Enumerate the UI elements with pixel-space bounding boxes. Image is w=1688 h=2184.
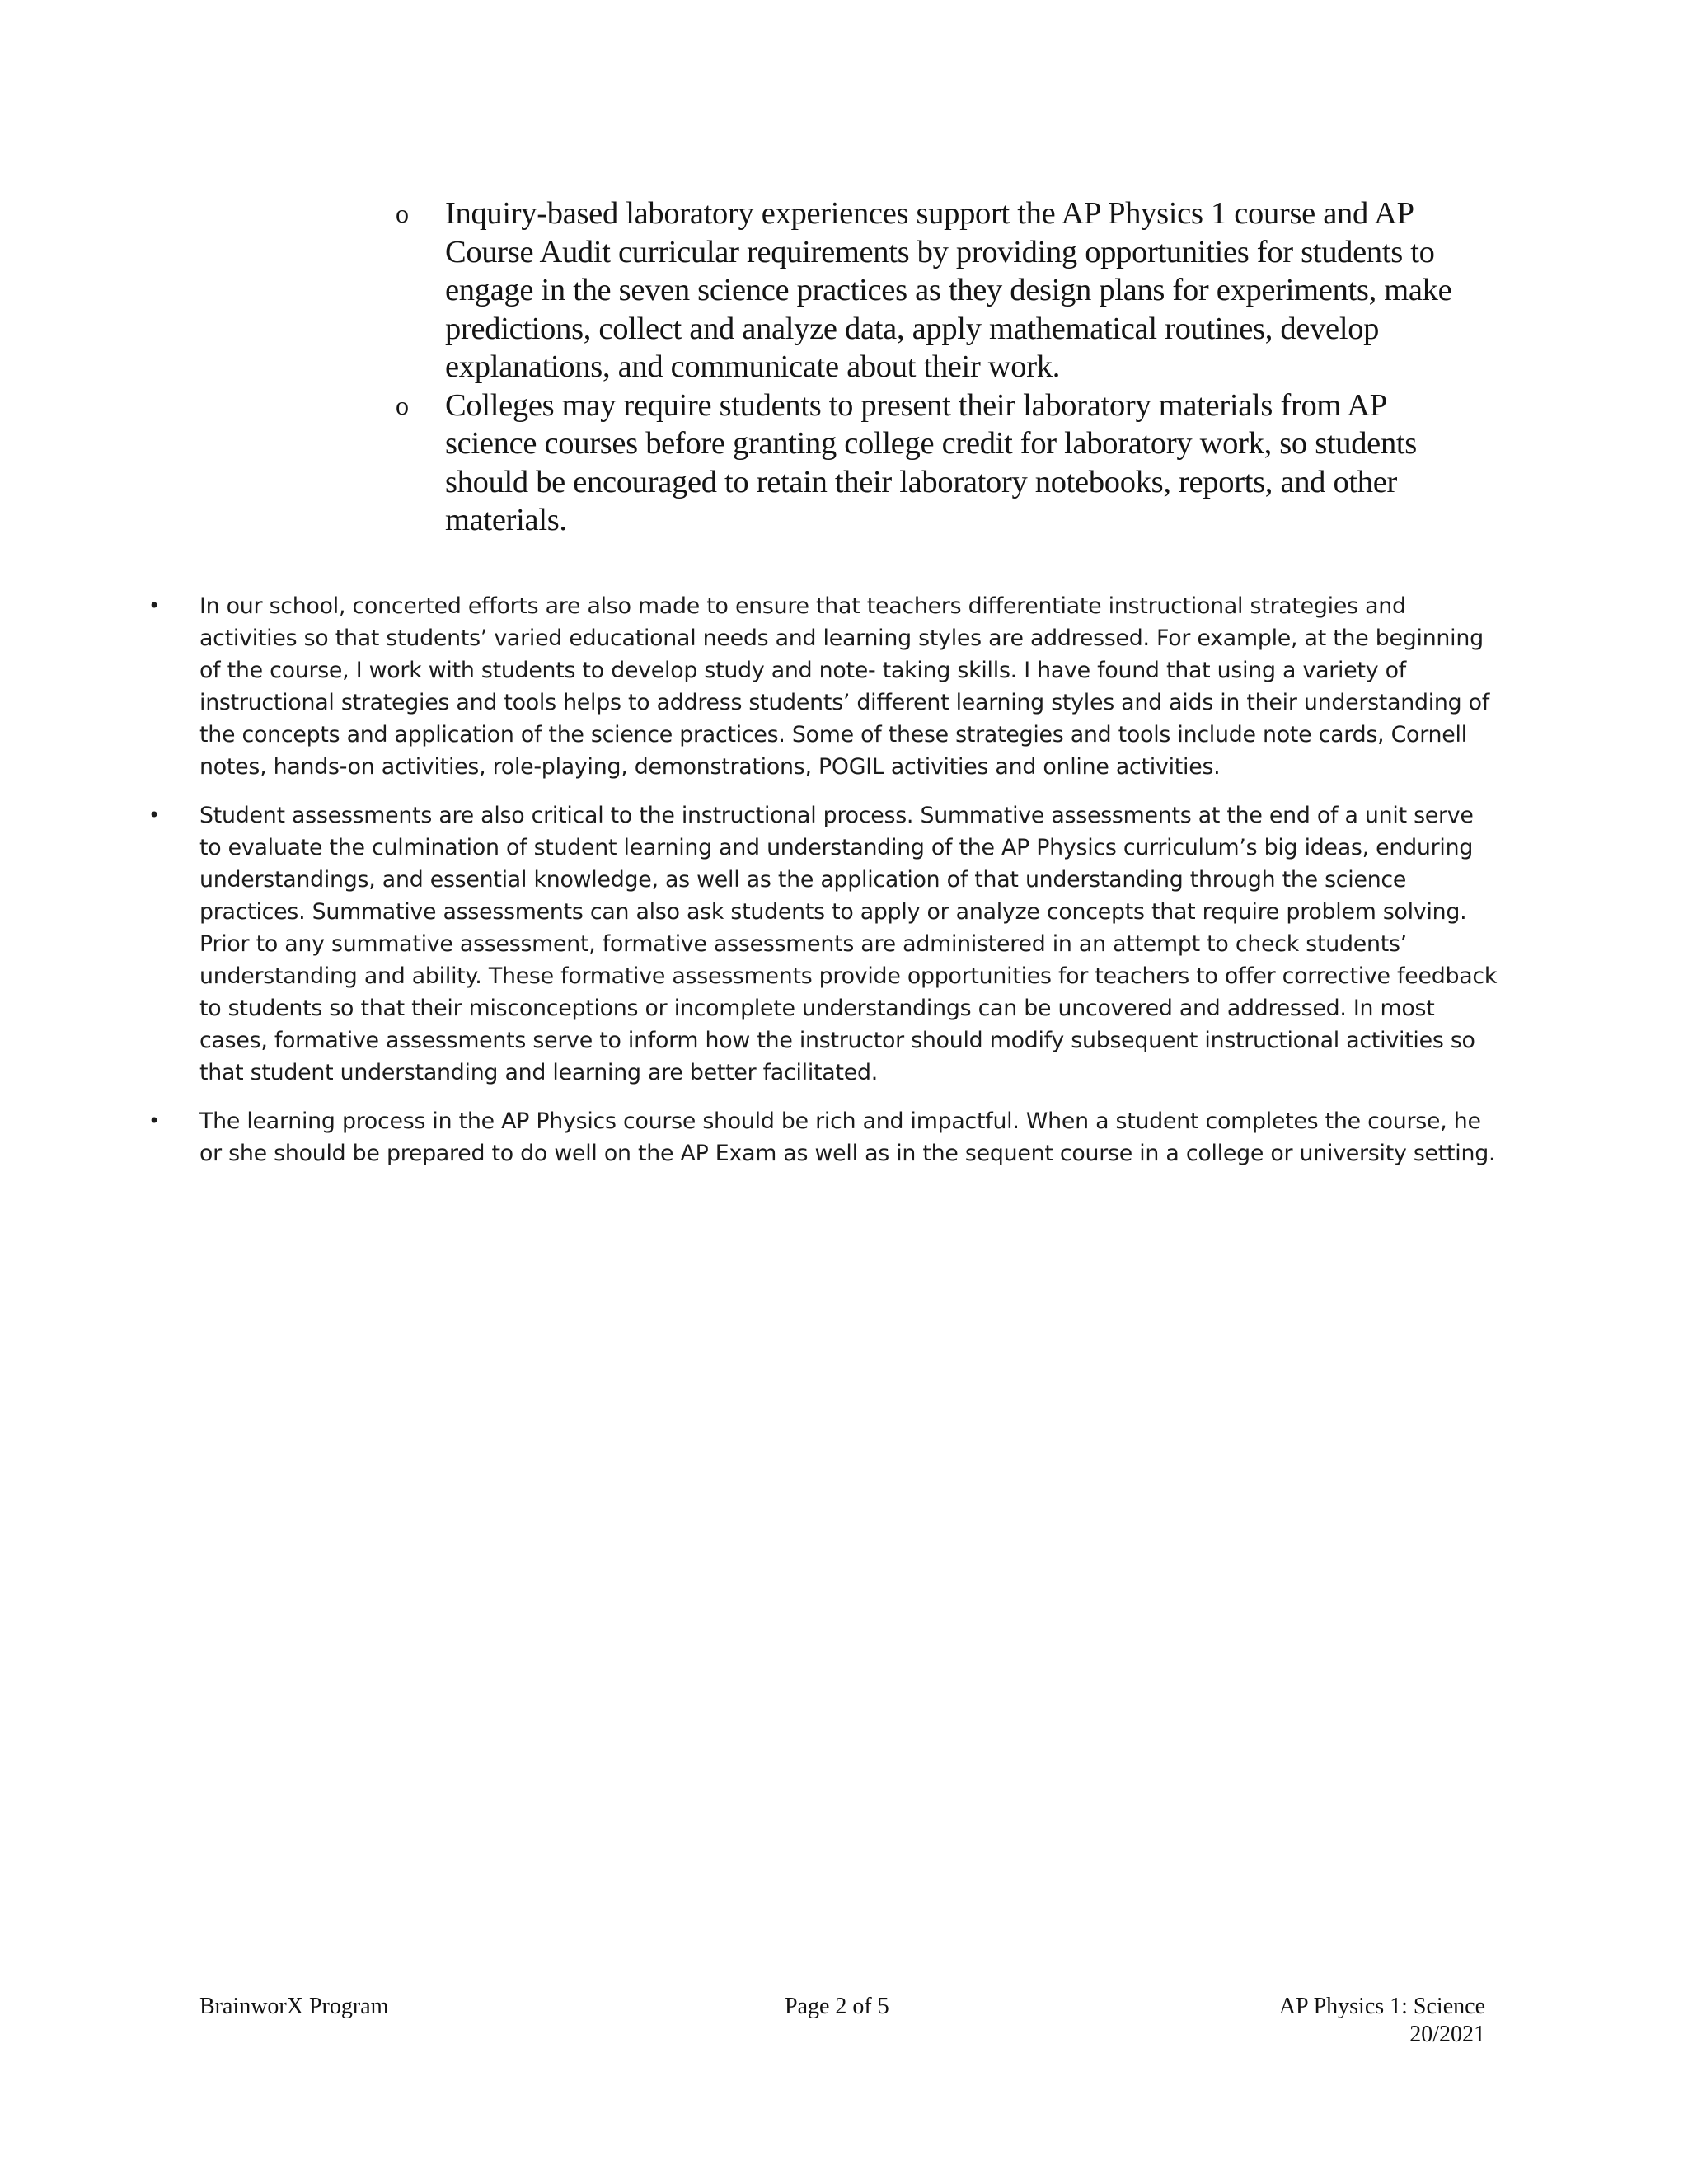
sub-bullet-marker: o <box>396 199 409 228</box>
footer-course-title: AP Physics 1: Science <box>1278 1994 1485 2019</box>
footer-course-info <box>1279 1993 1485 2049</box>
page-footer <box>199 1993 1485 2059</box>
bullet-marker: • <box>148 1109 160 1132</box>
sub-list-item <box>396 387 1484 540</box>
footer-page-number: Page 2 of 5 <box>785 1994 889 2019</box>
bullet-item-text: Student assessments are also critical to the instructional process. Summative assessments at the end of a unit serve to evaluate the culmination of student learning and understanding of the AP Physics curriculum’s big ideas, enduring understandings, and essential knowledge, as well as the application of that understanding through the science practices. Summative assessments can also ask students to apply or analyze concepts that require problem solving. Prior to any summative assessment, formative assessments are administered in an attempt to check students’ understanding and ability. These formative assessments provide opportunities for teachers to offer corrective feedback to students so that their misconceptions or incomplete understandings can be uncovered and addressed. In most cases, formative assessments serve to inform how the instructor should modify subsequent instructional activities so that student understanding and learning are better facilitated. <box>199 803 1498 1085</box>
bullet-item <box>148 1105 1500 1169</box>
footer-program-name: BrainworX Program <box>199 1994 389 2019</box>
sub-bullet-list <box>396 194 1484 540</box>
sub-list-item-text: Inquiry-based laboratory experiences support the AP Physics 1 course and AP Course Audit curricular requirements by providing opportunities for students to engage in the seven science practices as they design plans for experiments, make predictions, collect and analyze data, apply mathematical routines, develop explanations, and communicate about their work. <box>445 196 1452 384</box>
bullet-item-text: The learning process in the AP Physics course should be rich and impactful. When a student completes the course, he or she should be prepared to do well on the AP Exam as well as in the sequent course in a college or university setting. <box>199 1108 1496 1166</box>
footer-course-year: 20/2021 <box>1409 2022 1485 2047</box>
bullet-marker: • <box>148 594 160 617</box>
sub-list-item <box>396 194 1484 387</box>
bullet-marker: • <box>148 804 160 827</box>
sub-list-item-text: Colleges may require students to present their laboratory materials from AP science courses before granting college credit for laboratory work, so students should be encouraged to retain their laboratory notebooks, reports, and other materials. <box>445 387 1417 537</box>
main-bullet-list <box>148 590 1500 1186</box>
sub-bullet-marker: o <box>396 390 409 420</box>
bullet-item <box>148 590 1500 783</box>
bullet-item-text: In our school, concerted efforts are also made to ensure that teachers differentiate instructional strategies and activities so that students’ varied educational needs and learning styles are addressed. For example, at the beginning of the course, I work with students to develop study and note- taking skills. I have found that using a variety of instructional strategies and tools helps to address students’ different learning styles and aids in their understanding of the concepts and application of the science practices. Some of these strategies and tools include note cards, Cornell notes, hands-on activities, role-playing, demonstrations, POGIL activities and online activities. <box>199 593 1490 780</box>
bullet-item <box>148 799 1500 1089</box>
